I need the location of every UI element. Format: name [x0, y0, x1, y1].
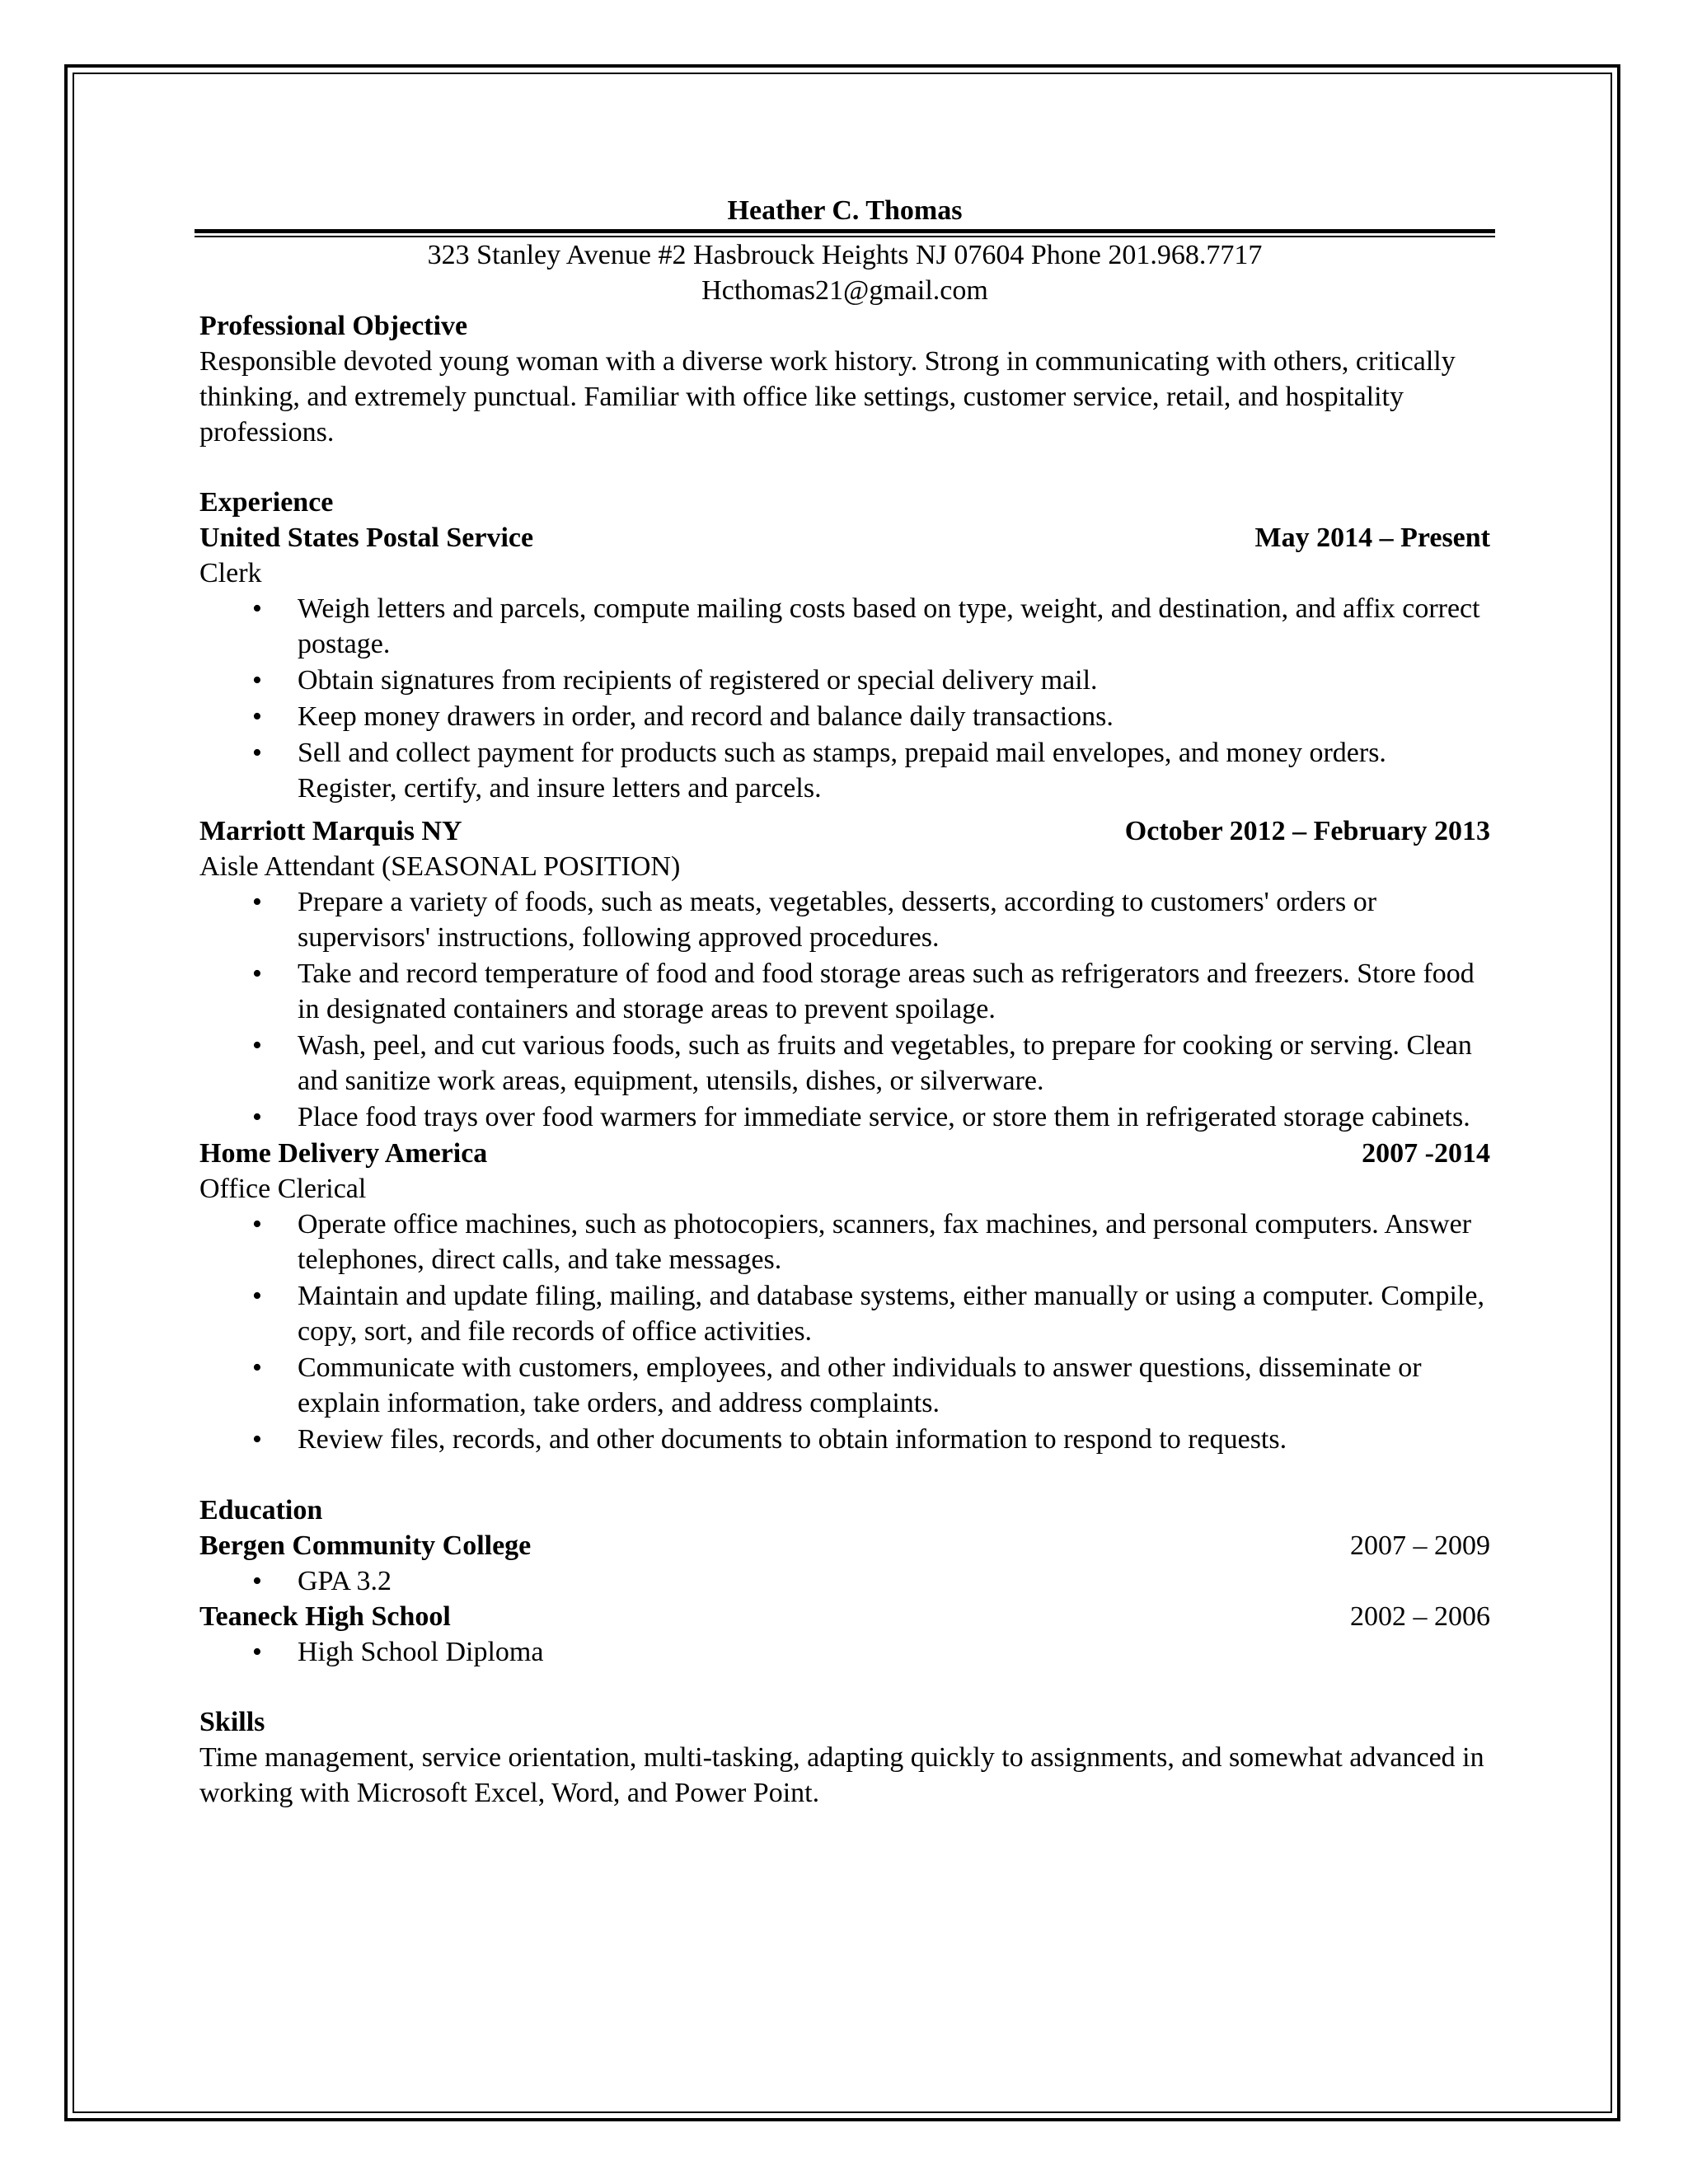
- list-item: • Obtain signatures from recipients of registered or special delivery mail.: [199, 663, 1490, 698]
- resume-body: [199, 194, 1490, 1811]
- candidate-name: Heather C. Thomas: [727, 195, 963, 226]
- job-employer: Home Delivery America: [199, 1138, 488, 1169]
- list-item: • Keep money drawers in order, and record and balance daily transactions.: [199, 699, 1490, 734]
- list-item: • High School Diploma: [199, 1634, 1490, 1670]
- job-dates: 2007 -2014: [1362, 1138, 1490, 1169]
- school-header: [199, 1599, 1490, 1634]
- job-header: [199, 520, 1490, 555]
- job-role: Clerk: [199, 558, 262, 588]
- job-header: [199, 813, 1490, 849]
- job-dates: May 2014 – Present: [1254, 523, 1490, 553]
- list-item: • Sell and collect payment for products such as stamps, prepaid mail envelopes, and money orders. Register, certify, and insure letters and parcels.: [199, 735, 1490, 806]
- list-item: • Place food trays over food warmers for immediate service, or store them in refrigerated storage cabinets.: [199, 1099, 1490, 1135]
- list-item: • Take and record temperature of food and food storage areas such as refrigerators and freezers. Store food in designated containers and storage areas to prevent spoilage.: [199, 956, 1490, 1027]
- list-item: • GPA 3.2: [199, 1563, 1490, 1599]
- list-item: • Operate office machines, such as photocopiers, scanners, fax machines, and personal computers. Answer telephones, direct calls, and take messages.: [199, 1207, 1490, 1277]
- list-item: • Maintain and update filing, mailing, and database systems, either manually or using a computer. Compile, copy, sort, and file records of office activities.: [199, 1278, 1490, 1349]
- list-item: • Wash, peel, and cut various foods, such as fruits and vegetables, to prepare for cooking or serving. Clean and sanitize work areas, equipment, utensils, dishes, or silverware.: [199, 1028, 1490, 1099]
- job-duties: [199, 1207, 1490, 1457]
- job-duties: [199, 591, 1490, 806]
- job-employer: Marriott Marquis NY: [199, 816, 462, 846]
- list-item: • Communicate with customers, employees, and other individuals to answer questions, disseminate or explain information, take orders, and address complaints.: [199, 1350, 1490, 1421]
- list-item: • Review files, records, and other documents to obtain information to respond to requests.: [199, 1422, 1490, 1457]
- objective-text: Responsible devoted young woman with a diverse work history. Strong in communicating with others, critically thinking, and extremely punctual. Familiar with office like settings, customer service, retail, and hospitality professions.: [199, 346, 1456, 448]
- job-employer: United States Postal Service: [199, 523, 534, 553]
- skills-text: Time management, service orientation, multi-tasking, adapting quickly to assignments, and somewhat advanced in working with Microsoft Excel, Word, and Power Point.: [199, 1742, 1484, 1808]
- school-details: [199, 1634, 1490, 1670]
- school-name: Teaneck High School: [199, 1601, 451, 1632]
- skills-heading: Skills: [199, 1707, 265, 1737]
- school-details: [199, 1563, 1490, 1599]
- job-role: Office Clerical: [199, 1174, 367, 1204]
- school-name: Bergen Community College: [199, 1530, 532, 1561]
- list-item: • Prepare a variety of foods, such as meats, vegetables, desserts, according to customers' orders or supervisors' instructions, following approved procedures.: [199, 884, 1490, 955]
- job-dates: October 2012 – February 2013: [1124, 816, 1490, 846]
- header-rule-thick: [195, 229, 1495, 233]
- education-heading: Education: [199, 1495, 323, 1526]
- contact-address: 323 Stanley Avenue #2 Hasbrouck Heights NJ 07604 Phone 201.968.7717: [427, 240, 1263, 270]
- job-role: Aisle Attendant (SEASONAL POSITION): [199, 851, 681, 882]
- school-dates: 2007 – 2009: [1350, 1530, 1490, 1561]
- school-dates: 2002 – 2006: [1350, 1601, 1490, 1632]
- list-item: • Weigh letters and parcels, compute mailing costs based on type, weight, and destination, and affix correct postage.: [199, 591, 1490, 662]
- school-header: [199, 1528, 1490, 1563]
- job-duties: [199, 884, 1490, 1135]
- contact-email: Hcthomas21@gmail.com: [701, 275, 988, 306]
- experience-heading: Experience: [199, 487, 334, 518]
- job-header: [199, 1136, 1490, 1171]
- objective-heading: Professional Objective: [199, 311, 468, 341]
